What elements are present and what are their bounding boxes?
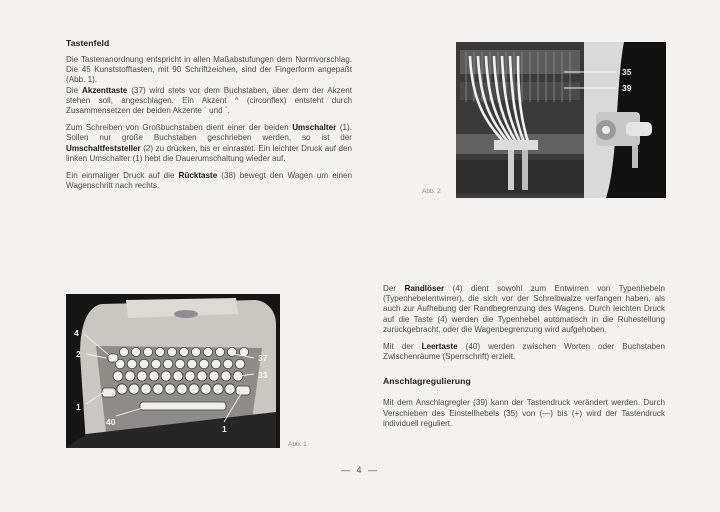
mechanism-illustration bbox=[456, 42, 666, 198]
text-run: Der bbox=[383, 284, 405, 293]
text-run: Ein einmaliger Druck auf die bbox=[66, 171, 179, 181]
label-35: 35 bbox=[622, 67, 632, 77]
label-40: 40 bbox=[106, 417, 116, 427]
label-39: 39 bbox=[622, 83, 632, 93]
figure-abb2-photo bbox=[456, 42, 666, 198]
paragraph-randloeser bbox=[383, 284, 665, 335]
label-1-right: 1 bbox=[222, 424, 227, 434]
text-run: Die Tastenanordnung entspricht in allen Maßabstufungen dem Normvorschlag. Die 45 Kunststofftasten, mit 90 Schriftzeichen, sind der Fingerform angepaßt (Abb. 1). bbox=[66, 55, 352, 85]
term-ruecktaste: Rücktaste bbox=[178, 171, 218, 181]
text-run: (1). Sollen nur große Buchstaben geschrieben werden, so ist der bbox=[66, 123, 353, 143]
section-heading-tastenfeld: Tastenfeld bbox=[66, 38, 110, 48]
label-37: 37 bbox=[258, 353, 268, 363]
text-run: (37) wird stets vor dem Buchstaben, über dem der Akzent stehen soll, angeschlagen. Ein Akzent ^ (circonflex) entsteht durch Zusammensetzen der beiden Akzente ´ und `. bbox=[66, 85, 352, 116]
typewriter-illustration bbox=[66, 294, 280, 448]
text-run: (38) bewegt den Wagen um einen Wagenschritt nach rechts. bbox=[66, 171, 352, 191]
text-run: (4) dient sowohl zum Entwirren von Typenhebeln (Typenhebelentwirrer), die sich vor der Schreibwalze verfangen haben, als auch zur Aufhebung der Randbegrenzung des Wagens. Durch leichten Druck auf die Taste (4) werden die Typenhebel automatisch in die Ruhestellung zurückgebracht, oder die Wagenbegrenzung wird aufgehoben. bbox=[383, 284, 665, 334]
paragraph-umschalter bbox=[66, 123, 352, 164]
section-randloeser-body bbox=[383, 284, 665, 429]
figure-abb2-caption: Abb. 2 bbox=[422, 188, 441, 195]
paragraph-ruecktaste bbox=[66, 171, 352, 191]
term-randloeser: Randlöser bbox=[404, 284, 445, 293]
text-run: (2) zu drücken, bis er einrastet. Ein leichter Druck auf den linken Umschalter (1) hebt die Dauerumschaltung wieder auf. bbox=[66, 143, 352, 163]
text-run: Zum Schreiben von Großbuchstaben dient einer der beiden bbox=[66, 123, 293, 133]
paragraph-anschlagregulierung: Mit dem Anschlagregler (39) kann der Tastendruck verändert werden. Durch Verschieben des Einstellhebels (35) von (—) bis (+) wird der Tastendruck individuell reguliert. bbox=[383, 398, 665, 428]
term-akzenttaste: Akzenttaste bbox=[81, 85, 128, 95]
paragraph-leertaste bbox=[383, 342, 665, 362]
text-run: Mit der bbox=[383, 342, 422, 352]
term-leertaste: Leertaste bbox=[421, 342, 458, 352]
label-2: 2 bbox=[76, 349, 81, 359]
text-run: (40) werden zwischen Worten oder Buchstaben Zwischenräume (Sperrschrift) erzielt. bbox=[383, 342, 665, 362]
paragraph-tastenanordnung bbox=[66, 55, 352, 116]
term-umschalter: Umschalter bbox=[292, 123, 337, 133]
label-4: 4 bbox=[74, 328, 79, 338]
term-umschaltfeststeller: Umschaltfeststeller bbox=[66, 143, 141, 153]
label-1-left: 1 bbox=[76, 402, 81, 412]
section-tastenfeld-body bbox=[66, 55, 352, 191]
section-heading-anschlagregulierung: Anschlagregulierung bbox=[383, 376, 471, 387]
figure-abb1-photo bbox=[66, 294, 280, 448]
figure-abb1-caption: Abb. 1 bbox=[288, 441, 307, 448]
label-33: 33 bbox=[258, 370, 268, 380]
page-number: — 4 — bbox=[340, 465, 379, 475]
text-run: Die bbox=[66, 85, 82, 95]
